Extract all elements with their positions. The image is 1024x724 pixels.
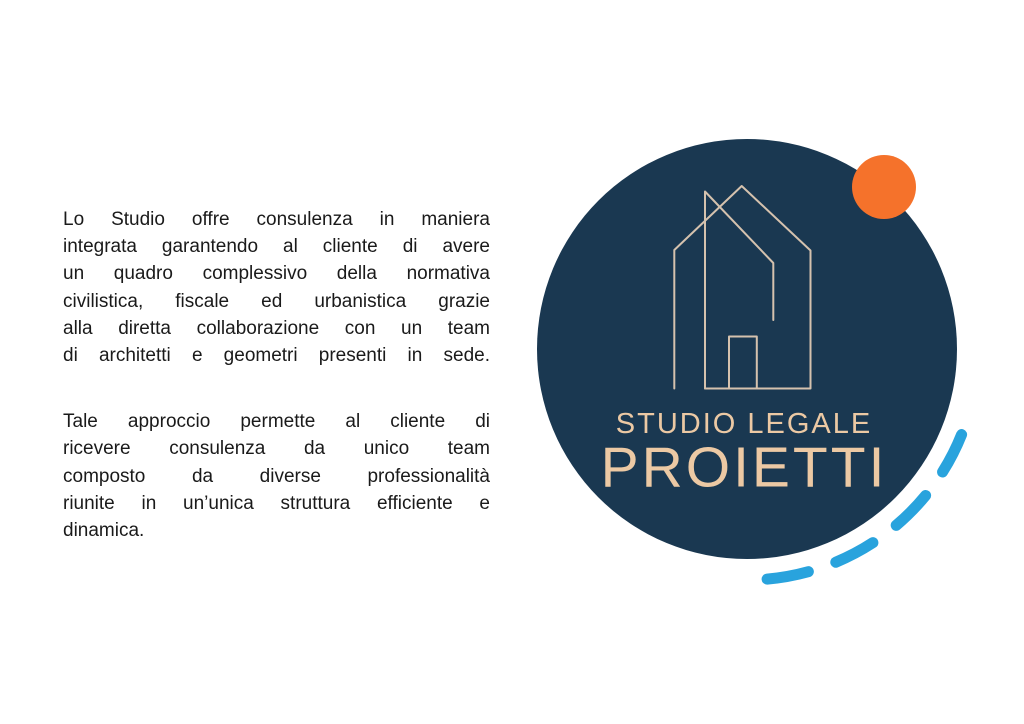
paragraph-line: dinamica.: [63, 520, 145, 542]
paragraph-line: integrata garantendo al cliente di avere: [63, 236, 490, 258]
paragraph-line: di architetti e geometri presenti in sede.: [63, 345, 490, 367]
paragraph-line: un quadro complessivo della normativa: [63, 263, 490, 285]
paragraph-line: civilistica, fiscale ed urbanistica grazie: [63, 290, 490, 312]
paragraph-line: Tale approccio permette al cliente di: [63, 411, 490, 433]
logo-subtitle: STUDIO LEGALE: [615, 408, 873, 440]
paragraph-line: riunite in un’unica struttura efficiente e: [63, 492, 490, 514]
paragraph-line: ricevere consulenza da unico team: [63, 438, 490, 460]
paragraph-line: composto da diverse professionalità: [63, 465, 490, 487]
orange-accent-dot: [852, 155, 916, 219]
paragraph-line: alla diretta collaborazione con un team: [63, 317, 490, 339]
paragraph-line: Lo Studio offre consulenza in maniera: [63, 209, 490, 230]
logo-title: PROIETTI: [600, 435, 888, 500]
